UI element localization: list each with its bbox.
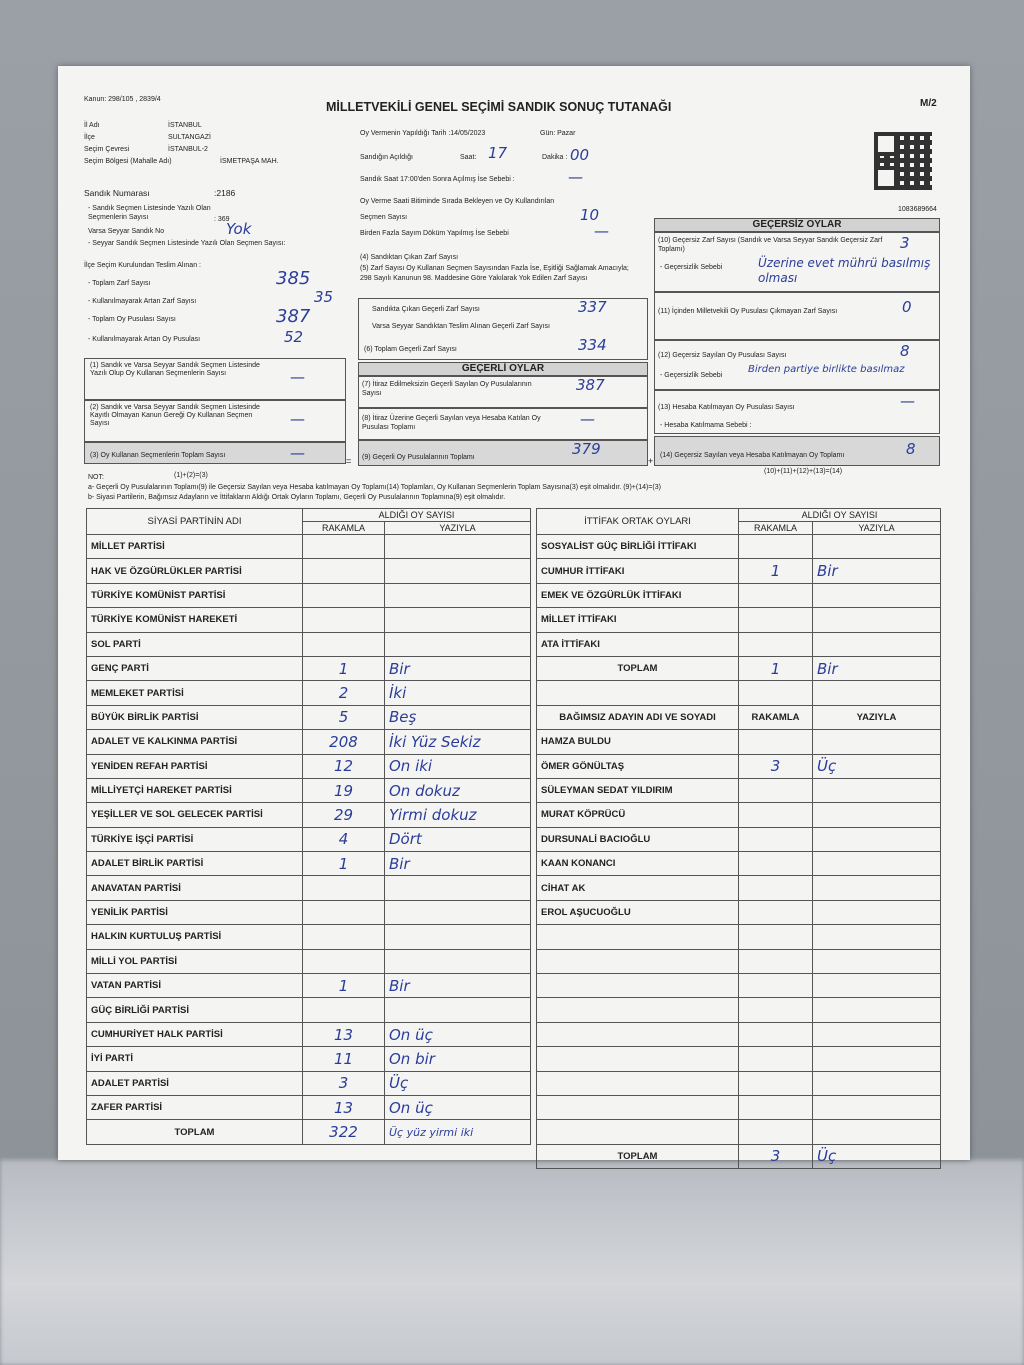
- c7-label: (7) İtiraz Edilmeksizin Geçerli Sayılan Oy Pusulalarının Sayısı: [362, 381, 532, 397]
- alliance_table-row: [537, 632, 941, 656]
- party-text-cell: Bir: [385, 852, 531, 876]
- alliance-table: [536, 508, 941, 1169]
- party_table-row: [87, 925, 531, 949]
- party_table-row: [87, 632, 531, 656]
- party-text-cell: On üç: [385, 1095, 531, 1119]
- party_table-row: [87, 876, 531, 900]
- independent-col-text: YAZIYLA: [813, 705, 941, 729]
- party-name-cell: ANAVATAN PARTİSİ: [87, 876, 303, 900]
- party-num-cell: 19: [303, 778, 385, 802]
- alliance-name-cell: EMEK VE ÖZGÜRLÜK İTTİFAKI: [537, 583, 739, 607]
- party-text-cell: On bir: [385, 1047, 531, 1071]
- party-name-cell: TÜRKİYE KOMÜNİST HAREKETİ: [87, 608, 303, 632]
- party-text-cell: [385, 876, 531, 900]
- c12-label: (12) Geçersiz Sayılan Oy Pusulası Sayısı: [658, 352, 787, 359]
- party-col-name: SİYASİ PARTİNİN ADI: [87, 509, 303, 535]
- party-name-cell: MEMLEKET PARTİSİ: [87, 681, 303, 705]
- party_table-row: [87, 998, 531, 1022]
- independent-col-name: BAĞIMSIZ ADAYIN ADI VE SOYADI: [537, 705, 739, 729]
- alliance-num-cell: [739, 632, 813, 656]
- party-text-cell: [385, 608, 531, 632]
- seyyar-value: Yok: [226, 220, 252, 238]
- form-title: MİLLETVEKİLİ GENEL SEÇİMİ SANDIK SONUÇ TUTANAĞI: [326, 100, 672, 114]
- c9-value: 379: [572, 440, 601, 458]
- party-name-cell: ADALET BİRLİK PARTİSİ: [87, 852, 303, 876]
- party_table-row: [87, 803, 531, 827]
- b3-label: (3) Oy Kullanan Seçmenlerin Toplam Sayısı: [90, 452, 226, 459]
- c13-label: (13) Hesaba Katılmayan Oy Pusulası Sayısı: [658, 404, 795, 411]
- cik-value: 337: [578, 298, 607, 316]
- independent-text-cell: [813, 778, 941, 802]
- c12-value: 8: [900, 342, 910, 360]
- party-text-cell: [385, 632, 531, 656]
- dakika-label: Dakika :: [542, 154, 568, 161]
- il-label: İl Adı: [84, 122, 100, 129]
- note-formula: (1)+(2)=(3): [174, 472, 208, 479]
- party-text-cell: [385, 900, 531, 924]
- party-name-cell: ADALET PARTİSİ: [87, 1071, 303, 1095]
- zarf-value: 385: [276, 268, 311, 289]
- party_table-row: [87, 1022, 531, 1046]
- cevre-value: İSTANBUL-2: [168, 146, 208, 153]
- party-name-cell: MİLLET PARTİSİ: [87, 535, 303, 559]
- party-table: [86, 508, 531, 1145]
- alliance_table-row: [537, 559, 941, 583]
- independent-name-cell: EROL AŞUCUOĞLU: [537, 900, 739, 924]
- plus-sign: +: [648, 456, 654, 466]
- doc-number: 1083689664: [898, 206, 937, 213]
- alliance-col-num: RAKAMLA: [739, 522, 813, 535]
- party-num-cell: [303, 535, 385, 559]
- gecersiz-title: GEÇERSİZ OYLAR: [654, 218, 940, 232]
- party_table-row: [87, 730, 531, 754]
- zarf-label: - Toplam Zarf Sayısı: [88, 280, 151, 287]
- form-code: M/2: [920, 98, 937, 109]
- party-num-cell: 1: [303, 656, 385, 680]
- party-name-cell: VATAN PARTİSİ: [87, 974, 303, 998]
- waiting-value: 10: [580, 206, 600, 224]
- alliance-text-cell: [813, 632, 941, 656]
- party-total-text: Üç yüz yirmi iki: [385, 1120, 531, 1144]
- party-name-cell: SOL PARTİ: [87, 632, 303, 656]
- party-total-num: 322: [303, 1120, 385, 1144]
- party-num-cell: 208: [303, 730, 385, 754]
- independent-num-cell: [739, 827, 813, 851]
- party-num-cell: [303, 925, 385, 949]
- independent-total-text: Üç: [813, 1144, 941, 1168]
- party-num-cell: [303, 608, 385, 632]
- sebep-value: Üzerine evet mührü basılmış olması: [758, 256, 931, 285]
- party-num-cell: [303, 583, 385, 607]
- party-name-cell: ADALET VE KALKINMA PARTİSİ: [87, 730, 303, 754]
- party_table-row: [87, 535, 531, 559]
- seyyar-label: Varsa Seyyar Sandık No: [88, 228, 165, 235]
- artan-pusula-value: 52: [284, 328, 304, 346]
- party-num-cell: 1: [303, 852, 385, 876]
- alliance-text-cell: [813, 608, 941, 632]
- b3-value: —: [290, 444, 305, 462]
- party-total-label: TOPLAM: [87, 1120, 303, 1144]
- party-num-cell: 29: [303, 803, 385, 827]
- party-name-cell: YENİDEN REFAH PARTİSİ: [87, 754, 303, 778]
- independent-num-cell: [739, 730, 813, 754]
- alliance-total-text: Bir: [813, 656, 941, 680]
- independent-num-cell: [739, 803, 813, 827]
- cevre-label: Seçim Çevresi: [84, 146, 130, 153]
- alliance-col-group: ALDIĞI OY SAYISI: [739, 509, 941, 522]
- party_table-row: [87, 583, 531, 607]
- independent-text-cell: [813, 730, 941, 754]
- party-num-cell: 12: [303, 754, 385, 778]
- multi-value: —: [594, 222, 609, 240]
- party-name-cell: HAK VE ÖZGÜRLÜKLER PARTİSİ: [87, 559, 303, 583]
- c5-label: (5) Zarf Sayısı Oy Kullanan Seçmen Sayısından Fazla İse, Eşitliği Sağlamak Amacıyla; 298 Sayılı Kanunun 98. Maddesine Göre Yakılarak Yok Edilen Zarf Sayısı: [360, 265, 629, 282]
- party-text-cell: [385, 925, 531, 949]
- note-label: NOT:: [88, 474, 104, 481]
- independent-num-cell: [739, 876, 813, 900]
- party-text-cell: [385, 583, 531, 607]
- independent-name-cell: ÖMER GÖNÜLTAŞ: [537, 754, 739, 778]
- party-num-cell: 11: [303, 1047, 385, 1071]
- party-name-cell: TÜRKİYE KOMÜNİST PARTİSİ: [87, 583, 303, 607]
- alliance-total-label: TOPLAM: [537, 656, 739, 680]
- pusula-value: 387: [276, 306, 311, 327]
- independent-text-cell: [813, 900, 941, 924]
- sebep-label: - Geçersizlik Sebebi: [660, 264, 723, 271]
- independent-name-cell: DURSUNALİ BACIOĞLU: [537, 827, 739, 851]
- date-label: Oy Vermenin Yapıldığı Tarih :14/05/2023: [360, 130, 486, 137]
- party-name-cell: MİLLİ YOL PARTİSİ: [87, 949, 303, 973]
- independent_table-row: [537, 778, 941, 802]
- independent_table-row: [537, 754, 941, 778]
- floor-blurred: [0, 1160, 1024, 1365]
- party_table-row: [87, 900, 531, 924]
- c14-value: 8: [906, 440, 916, 458]
- party-text-cell: On iki: [385, 754, 531, 778]
- party_table-row: [87, 681, 531, 705]
- party-text-cell: Bir: [385, 974, 531, 998]
- party-num-cell: [303, 949, 385, 973]
- party-text-cell: İki: [385, 681, 531, 705]
- party-text-cell: Yirmi dokuz: [385, 803, 531, 827]
- party_table-row: [87, 754, 531, 778]
- sebep2-label: - Geçersizlik Sebebi: [660, 372, 723, 379]
- party-col-text: YAZIYLA: [385, 522, 531, 535]
- c11-box: [654, 292, 940, 340]
- independent-text-cell: [813, 852, 941, 876]
- party_table-row: [87, 656, 531, 680]
- party-num-cell: 4: [303, 827, 385, 851]
- independent_table-row: [537, 803, 941, 827]
- party-name-cell: GÜÇ BİRLİĞİ PARTİSİ: [87, 998, 303, 1022]
- party-num-cell: [303, 559, 385, 583]
- party-num-cell: 1: [303, 974, 385, 998]
- party-text-cell: [385, 949, 531, 973]
- alliance-text-cell: [813, 535, 941, 559]
- equals-sign: =: [346, 456, 352, 466]
- independent-num-cell: [739, 778, 813, 802]
- party-col-group: ALDIĞI OY SAYISI: [303, 509, 531, 522]
- c8-value: —: [580, 410, 595, 428]
- c14-box: [654, 436, 940, 466]
- c14-label: (14) Geçersiz Sayılan veya Hesaba Katılmayan Oy Toplamı: [660, 452, 845, 459]
- party-name-cell: GENÇ PARTİ: [87, 656, 303, 680]
- alliance-text-cell: [813, 583, 941, 607]
- party-text-cell: [385, 559, 531, 583]
- late-label: Sandık Saat 17:00'den Sonra Açılmış İse Sebebi :: [360, 176, 515, 183]
- liste-value: : 369: [214, 216, 230, 223]
- alliance_table-row: [537, 535, 941, 559]
- cik-label: Sandıkta Çıkan Geçerli Zarf Sayısı: [372, 306, 480, 313]
- c13b-label: - Hesaba Katılmama Sebebi :: [660, 422, 752, 429]
- independent-total-label: TOPLAM: [537, 1144, 739, 1168]
- independent-name-cell: HAMZA BULDU: [537, 730, 739, 754]
- c9-box: [358, 440, 648, 466]
- independent_table-row: [537, 730, 941, 754]
- late-value: —: [568, 168, 583, 186]
- gecerli-title: GEÇERLİ OYLAR: [358, 362, 648, 376]
- open-label: Sandığın Açıldığı: [360, 154, 413, 161]
- b2-value: —: [290, 410, 305, 428]
- alliance-name-cell: CUMHUR İTTİFAKI: [537, 559, 739, 583]
- alliance-name-cell: MİLLET İTTİFAKI: [537, 608, 739, 632]
- c13-value: —: [900, 392, 915, 410]
- independent_table-row: [537, 900, 941, 924]
- party-num-cell: [303, 876, 385, 900]
- independent-name-cell: CİHAT AK: [537, 876, 739, 900]
- sandik-label: Sandık Numarası: [84, 188, 150, 198]
- liste-label: - Sandık Seçmen Listesinde Yazılı Olan Seçmenlerin Sayısı: [88, 205, 211, 221]
- party-num-cell: 3: [303, 1071, 385, 1095]
- result-form-sheet: [58, 66, 970, 1166]
- c10-label: (10) Geçersiz Zarf Sayısı (Sandık ve Varsa Seyyar Sandık Geçersiz Zarf Toplamı): [658, 237, 883, 253]
- independent-num-cell: [739, 852, 813, 876]
- bolge-label: Seçim Bölgesi (Mahalle Adı): [84, 158, 172, 165]
- party-text-cell: Dört: [385, 827, 531, 851]
- party-num-cell: 2: [303, 681, 385, 705]
- independent-num-cell: 3: [739, 754, 813, 778]
- note-a: a- Geçerli Oy Pusulalarının Toplamı(9) ile Geçersiz Sayılan veya Hesaba katılmayan Oy Toplamı(14) Toplamları, Oy Kullanan Seçmenlerin Toplam Sayısına(3) eşit olmalıdır. (9)+(14)=(3): [88, 484, 661, 491]
- sebep2-value: Birden partiye birlikte basılmaz: [748, 364, 905, 375]
- b2-label: (2) Sandık ve Varsa Seyyar Sandık Seçmen Listesinde Kayıtlı Olmayan Kanun Gereği Oy Kullanan Seçmen Sayısı: [90, 404, 260, 427]
- independent-col-num: RAKAMLA: [739, 705, 813, 729]
- party-num-cell: 5: [303, 705, 385, 729]
- party_table-row: [87, 852, 531, 876]
- party_table-row: [87, 827, 531, 851]
- party-text-cell: [385, 998, 531, 1022]
- alliance-num-cell: 1: [739, 559, 813, 583]
- party-text-cell: On dokuz: [385, 778, 531, 802]
- saat-label: Saat:: [460, 154, 477, 161]
- alliance-name-cell: ATA İTTİFAKI: [537, 632, 739, 656]
- independent-name-cell: KAAN KONANCI: [537, 852, 739, 876]
- alliance-name-cell: SOSYALİST GÜÇ BİRLİĞİ İTTİFAKI: [537, 535, 739, 559]
- alliance-col-text: YAZIYLA: [813, 522, 941, 535]
- independent-num-cell: [739, 900, 813, 924]
- party-name-cell: HALKIN KURTULUŞ PARTİSİ: [87, 925, 303, 949]
- party-text-cell: Bir: [385, 656, 531, 680]
- sandik-value: :2186: [214, 188, 236, 198]
- teslim-label: İlçe Seçim Kurulundan Teslim Alınan :: [84, 262, 201, 269]
- c10-value: 3: [900, 234, 910, 252]
- party_table-row: [87, 1095, 531, 1119]
- c6-label: (6) Toplam Geçerli Zarf Sayısı: [364, 346, 457, 353]
- c11-label: (11) İçinden Milletvekili Oy Pusulası Çıkmayan Zarf Sayısı: [658, 308, 838, 315]
- party-num-cell: [303, 900, 385, 924]
- c4-label: (4) Sandıktan Çıkan Zarf Sayısı: [360, 254, 459, 261]
- alliance-text-cell: Bir: [813, 559, 941, 583]
- note-b: b- Siyasi Partilerin, Bağımsız Adayların ve İttifakların Aldığı Ortak Oyların Toplamı, Geçerli Oy Pusulalarının Toplamına(9) eşit olmalıdır.: [88, 494, 506, 501]
- pusula-label: - Toplam Oy Pusulası Sayısı: [88, 316, 176, 323]
- party-text-cell: Üç: [385, 1071, 531, 1095]
- c7-value: 387: [576, 376, 605, 394]
- c6-value: 334: [578, 336, 607, 354]
- party-name-cell: MİLLİYETÇİ HAREKET PARTİSİ: [87, 778, 303, 802]
- seyyar-secmen-label: - Seyyar Sandık Seçmen Listesinde Yazılı Olan Seçmen Sayısı:: [88, 240, 286, 247]
- independent_table-row: [537, 827, 941, 851]
- multi-label: Birden Fazla Sayım Döküm Yapılmış İse Sebebi: [360, 230, 509, 237]
- dakika-value: 00: [570, 146, 590, 164]
- independent-name-cell: SÜLEYMAN SEDAT YILDIRIM: [537, 778, 739, 802]
- bolge-value: İSMETPAŞA MAH.: [220, 158, 279, 165]
- il-value: İSTANBUL: [168, 122, 202, 129]
- b1-value: —: [290, 368, 305, 386]
- party_table-row: [87, 559, 531, 583]
- party-name-cell: İYİ PARTİ: [87, 1047, 303, 1071]
- alliance_table-row: [537, 583, 941, 607]
- c11-value: 0: [902, 298, 912, 316]
- party-text-cell: İki Yüz Sekiz: [385, 730, 531, 754]
- party-name-cell: BÜYÜK BİRLİK PARTİSİ: [87, 705, 303, 729]
- party_table-row: [87, 974, 531, 998]
- independent_table-row: [537, 852, 941, 876]
- independent-name-cell: MURAT KÖPRÜCÜ: [537, 803, 739, 827]
- party-num-cell: 13: [303, 1022, 385, 1046]
- seyyar-zarf-label: Varsa Seyyar Sandıktan Teslim Alınan Geçerli Zarf Sayısı: [372, 323, 550, 330]
- party-text-cell: Beş: [385, 705, 531, 729]
- gecersiz-formula: (10)+(11)+(12)+(13)=(14): [764, 468, 843, 475]
- independent-text-cell: [813, 827, 941, 851]
- party-name-cell: ZAFER PARTİSİ: [87, 1095, 303, 1119]
- ilce-value: SULTANGAZİ: [168, 134, 211, 141]
- party-name-cell: TÜRKİYE İŞÇİ PARTİSİ: [87, 827, 303, 851]
- party_table-row: [87, 949, 531, 973]
- party_table-row: [87, 1071, 531, 1095]
- party-num-cell: [303, 998, 385, 1022]
- alliance-num-cell: [739, 583, 813, 607]
- day-value: Gün: Pazar: [540, 130, 576, 137]
- alliance-num-cell: [739, 535, 813, 559]
- qr-code-icon: [874, 132, 932, 190]
- party-text-cell: [385, 535, 531, 559]
- party-text-cell: On üç: [385, 1022, 531, 1046]
- party_table-row: [87, 778, 531, 802]
- c9-label: (9) Geçerli Oy Pusulalarının Toplamı: [362, 454, 475, 461]
- b1-label: (1) Sandık ve Varsa Seyyar Sandık Seçmen Listesinde Yazılı Olup Oy Kullanan Seçmenlerin Sayısı: [90, 362, 260, 377]
- party_table-row: [87, 1047, 531, 1071]
- party-name-cell: YEŞİLLER VE SOL GELECEK PARTİSİ: [87, 803, 303, 827]
- alliance-num-cell: [739, 608, 813, 632]
- party-name-cell: CUMHURİYET HALK PARTİSİ: [87, 1022, 303, 1046]
- alliance-col-name: İTTİFAK ORTAK OYLARI: [537, 509, 739, 535]
- alliance_table-row: [537, 608, 941, 632]
- ilce-label: İlçe: [84, 134, 95, 141]
- independent-text-cell: [813, 876, 941, 900]
- party-num-cell: [303, 632, 385, 656]
- artan-zarf-label: - Kullanılmayarak Artan Zarf Sayısı: [88, 298, 197, 305]
- party-col-num: RAKAMLA: [303, 522, 385, 535]
- independent-text-cell: Üç: [813, 754, 941, 778]
- artan-pusula-label: - Kullanılmayarak Artan Oy Pusulası: [88, 336, 201, 343]
- party_table-row: [87, 705, 531, 729]
- waiting-label: Oy Verme Saati Bitiminde Sırada Bekleyen ve Oy Kullandırılan Seçmen Sayısı: [360, 198, 555, 221]
- independent-total-num: 3: [739, 1144, 813, 1168]
- law-reference: Kanun: 298/105 , 2839/4: [84, 96, 161, 103]
- party-num-cell: 13: [303, 1095, 385, 1119]
- party-name-cell: YENİLİK PARTİSİ: [87, 900, 303, 924]
- independent-text-cell: [813, 803, 941, 827]
- party_table-row: [87, 608, 531, 632]
- saat-value: 17: [488, 144, 508, 162]
- alliance-total-num: 1: [739, 656, 813, 680]
- artan-zarf-value: 35: [314, 288, 334, 306]
- independent_table-row: [537, 876, 941, 900]
- c8-label: (8) İtiraz Üzerine Geçerli Sayılan veya Hesaba Katılan Oy Pusulası Toplamı: [362, 415, 541, 431]
